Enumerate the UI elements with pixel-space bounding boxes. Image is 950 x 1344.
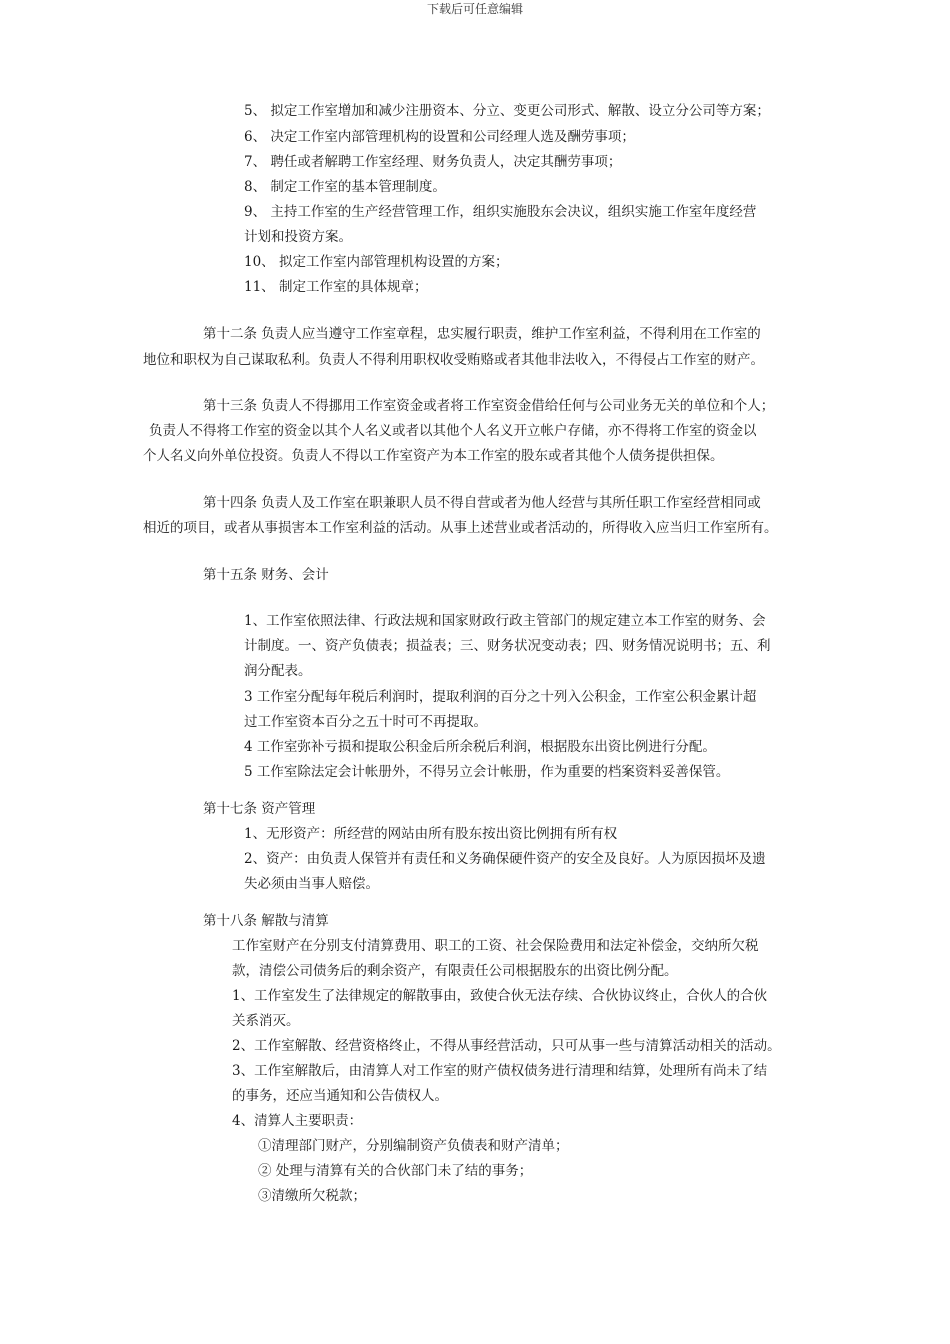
list-item-8: 8、 制定工作室的基本管理制度。	[244, 179, 446, 195]
finance-item-1-line-2: 计制度。一、资产负债表；损益表；三、财务状况变动表；四、财务情况说明书；五、利	[244, 638, 771, 654]
article-14-line-1: 第十四条 负责人及工作室在职兼职人员不得自营或者为他人经营与其所任职工作室经营相同或	[203, 495, 761, 511]
article-12-line-2: 地位和职权为自己谋取私利。负责人不得利用职权收受贿赂或者其他非法收入，不得侵占工作室的财产。	[143, 352, 764, 368]
list-item-9-cont: 计划和投资方案。	[244, 229, 352, 245]
dissolution-intro-line-2: 款，清偿公司债务后的剩余资产，有限责任公司根据股东的出资比例分配。	[232, 963, 678, 979]
asset-item-2-line-2: 失必须由当事人赔偿。	[244, 876, 379, 892]
list-item-5: 5、 拟定工作室增加和减少注册资本、分立、变更公司形式、解散、设立分公司等方案；	[244, 103, 770, 119]
dissolution-item-3-line-2: 的事务，还应当通知和公告债权人。	[232, 1088, 448, 1104]
article-12-line-1: 第十二条 负责人应当遵守工作室章程，忠实履行职责，维护工作室利益，不得利用在工作室的	[203, 326, 761, 342]
list-item-10: 10、 拟定工作室内部管理机构设置的方案；	[244, 254, 509, 270]
article-13-line-1: 第十三条 负责人不得挪用工作室资金或者将工作室资金借给任何与公司业务无关的单位和个人；	[203, 398, 775, 414]
dissolution-item-2: 2、工作室解散、经营资格终止，不得从事经营活动，只可从事一些与清算活动相关的活动。	[232, 1038, 781, 1054]
dissolution-item-4: 4、清算人主要职责：	[232, 1113, 363, 1129]
article-13-line-2: 负责人不得将工作室的资金以其个人名义或者以其他个人名义开立帐户存储，亦不得将工作室的资金以	[149, 423, 757, 439]
dissolution-item-3-line-1: 3、工作室解散后，由清算人对工作室的财产债权债务进行清理和结算，处理所有尚未了结	[232, 1063, 768, 1079]
liquidator-duty-2: ② 处理与清算有关的合伙部门未了结的事务；	[258, 1163, 533, 1179]
asset-item-2-line-1: 2、资产：由负责人保管并有责任和义务确保硬件资产的安全及良好。人为原因损坏及遗	[244, 851, 766, 867]
article-17-heading: 第十七条 资产管理	[203, 801, 316, 817]
asset-item-1: 1、无形资产：所经营的网站由所有股东按出资比例拥有所有权	[244, 826, 618, 842]
finance-item-3-line-1: 3 工作室分配每年税后利润时，提取利润的百分之十列入公积金，工作室公积金累计超	[244, 689, 757, 705]
liquidator-duty-1: ①清理部门财产，分别编制资产负债表和财产清单；	[258, 1138, 569, 1154]
finance-item-1-line-3: 润分配表。	[244, 663, 312, 679]
finance-item-4: 4 工作室弥补亏损和提取公积金后所余税后利润，根据股东出资比例进行分配。	[244, 739, 716, 755]
article-13-line-3: 个人名义向外单位投资。负责人不得以工作室资产为本工作室的股东或者其他个人债务提供担保。	[143, 448, 724, 464]
article-18-heading: 第十八条 解散与清算	[203, 913, 329, 929]
finance-item-1-line-1: 1、工作室依照法律、行政法规和国家财政行政主管部门的规定建立本工作室的财务、会	[244, 613, 766, 629]
liquidator-duty-3: ③清缴所欠税款；	[258, 1188, 366, 1204]
finance-item-3-line-2: 过工作室资本百分之五十时可不再提取。	[244, 714, 487, 730]
article-15-heading: 第十五条 财务、会计	[203, 567, 329, 583]
dissolution-intro-line-1: 工作室财产在分别支付清算费用、职工的工资、社会保险费用和法定补偿金，交纳所欠税	[232, 938, 759, 954]
dissolution-item-1-line-2: 关系消灭。	[232, 1013, 300, 1029]
list-item-7: 7、 聘任或者解聘工作室经理、财务负责人，决定其酬劳事项；	[244, 154, 622, 170]
list-item-9: 9、 主持工作室的生产经营管理工作，组织实施股东会决议，组织实施工作室年度经营	[244, 204, 757, 220]
list-item-11: 11、 制定工作室的具体规章；	[244, 279, 428, 295]
finance-item-5: 5 工作室除法定会计帐册外，不得另立会计帐册，作为重要的档案资料妥善保管。	[244, 764, 730, 780]
dissolution-item-1-line-1: 1、工作室发生了法律规定的解散事由，致使合伙无法存续、合伙协议终止，合伙人的合伙	[232, 988, 768, 1004]
page-header: 下载后可任意编辑	[426, 2, 523, 16]
article-14-line-2: 相近的项目，或者从事损害本工作室利益的活动。从事上述营业或者活动的，所得收入应当归工作室所有。	[143, 520, 778, 536]
list-item-6: 6、 决定工作室内部管理机构的设置和公司经理人选及酬劳事项；	[244, 129, 635, 145]
